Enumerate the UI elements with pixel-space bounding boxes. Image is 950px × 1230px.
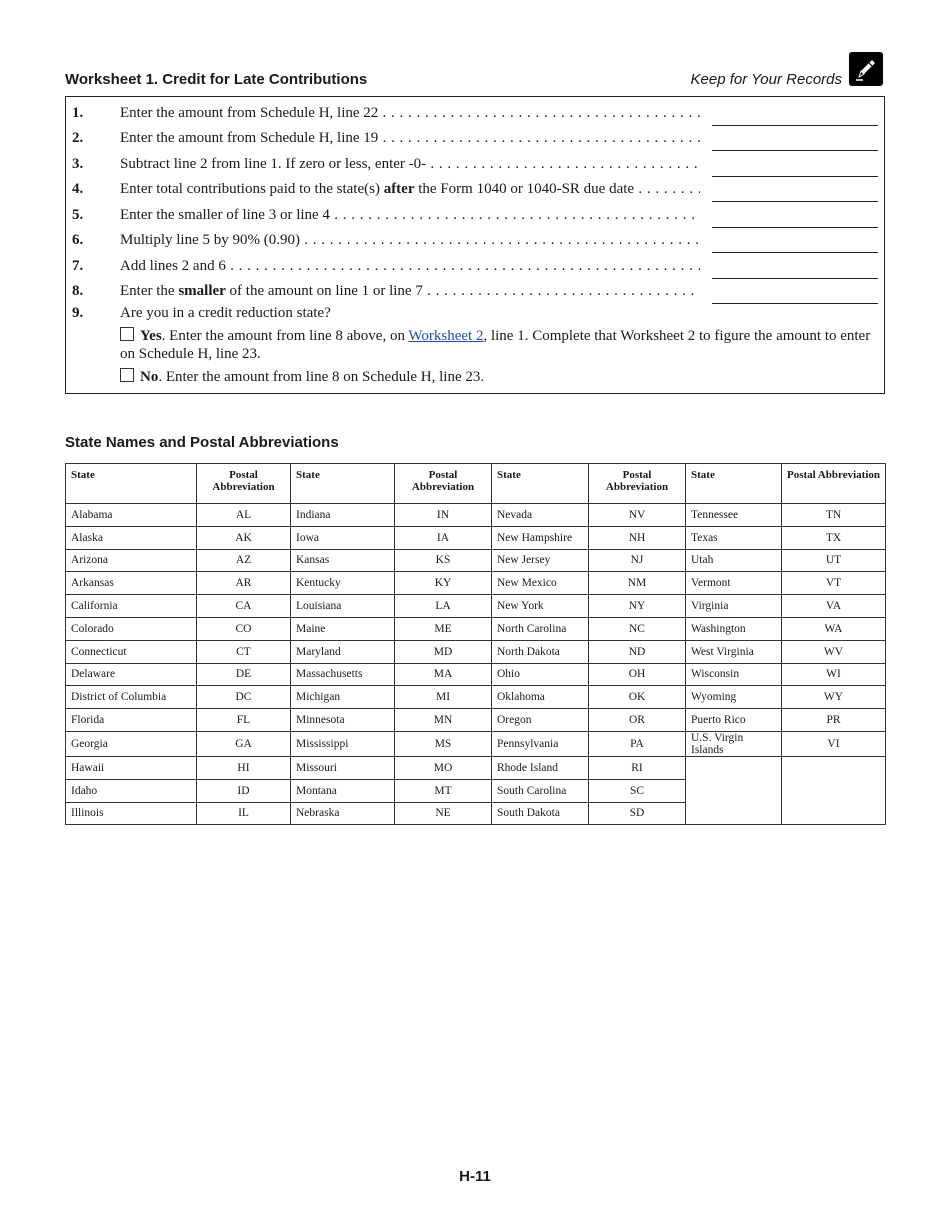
state-table-title: State Names and Postal Abbreviations — [65, 434, 339, 451]
state-name-cell: New Jersey — [492, 549, 589, 572]
state-abbreviation-cell: IA — [395, 526, 492, 549]
state-name-cell: Georgia — [66, 731, 197, 756]
pencil-icon — [849, 52, 883, 86]
state-name-cell: Maine — [291, 617, 395, 640]
state-abbreviation-cell: DC — [197, 686, 291, 709]
state-abbreviation-cell: OH — [589, 663, 686, 686]
state-abbreviation-cell: NJ — [589, 549, 686, 572]
state-name-cell: West Virginia — [686, 640, 782, 663]
state-abbreviation-cell: CA — [197, 595, 291, 618]
state-abbreviation-cell: CT — [197, 640, 291, 663]
line-text: Enter the amount from Schedule H, line 22 . . . — [120, 105, 700, 122]
table-row — [66, 572, 886, 595]
state-name-cell: Texas — [686, 526, 782, 549]
state-name-cell: Minnesota — [291, 709, 395, 732]
state-abbreviation-cell: AK — [197, 526, 291, 549]
line-number: 3. — [72, 156, 84, 172]
table-row — [66, 595, 886, 618]
state-abbreviation-cell: MN — [395, 709, 492, 732]
yes-option: Yes. Enter the amount from line 8 above, on Worksheet 2, line 1. Complete that Worksheet 2 to figure the amount to enter on Schedule H, line 23. — [120, 328, 871, 362]
table-row — [66, 549, 886, 572]
state-name-cell: Rhode Island — [492, 756, 589, 779]
state-name-cell: Idaho — [66, 779, 197, 802]
line-text: Enter the smaller of the amount on line 1 or line 7 . . . — [120, 283, 700, 300]
state-abbreviation-cell: MA — [395, 663, 492, 686]
yes-checkbox[interactable] — [120, 327, 134, 341]
line-text: Multiply line 5 by 90% (0.90) . . . — [120, 232, 700, 249]
line-number: 5. — [72, 207, 84, 223]
state-name-cell: Kansas — [291, 549, 395, 572]
table-row — [66, 756, 886, 779]
state-name-cell: North Carolina — [492, 617, 589, 640]
worksheet-line — [66, 203, 884, 227]
state-name-cell: New York — [492, 595, 589, 618]
state-name-cell: South Dakota — [492, 802, 589, 825]
worksheet-title: Worksheet 1. Credit for Late Contributions — [65, 71, 368, 88]
state-name-cell: Ohio — [492, 663, 589, 686]
worksheet-line — [66, 254, 884, 278]
state-name-cell: Oklahoma — [492, 686, 589, 709]
state-name-cell: New Mexico — [492, 572, 589, 595]
line-text: Add lines 2 and 6 . . . — [120, 258, 700, 275]
empty-cell — [686, 756, 782, 824]
state-abbreviation-cell: UT — [782, 549, 886, 572]
state-name-cell: District of Columbia — [66, 686, 197, 709]
table-row — [66, 709, 886, 732]
state-abbreviation-cell: HI — [197, 756, 291, 779]
keep-for-records-label: Keep for Your Records — [690, 71, 842, 88]
state-name-cell: Nevada — [492, 504, 589, 527]
state-abbreviation-cell: CO — [197, 617, 291, 640]
no-option: No. Enter the amount from line 8 on Schedule H, line 23. — [120, 368, 872, 386]
line-number: 4. — [72, 181, 84, 197]
state-name-cell: Massachusetts — [291, 663, 395, 686]
state-name-cell: Wisconsin — [686, 663, 782, 686]
state-name-cell: Nebraska — [291, 802, 395, 825]
amount-field[interactable] — [712, 303, 878, 304]
state-abbreviation-cell: ND — [589, 640, 686, 663]
state-name-cell: California — [66, 595, 197, 618]
state-abbreviation-cell: SC — [589, 779, 686, 802]
line-number: 9. — [72, 305, 84, 321]
line-text: Subtract line 2 from line 1. If zero or less, enter -0- . . . — [120, 156, 700, 173]
state-abbreviation-cell: ME — [395, 617, 492, 640]
state-abbreviation-cell: KY — [395, 572, 492, 595]
amount-field[interactable] — [712, 201, 878, 202]
state-abbreviation-cell: PR — [782, 709, 886, 732]
abbreviation-column-header: Postal Abbreviation — [197, 464, 291, 504]
state-abbreviation-cell: AL — [197, 504, 291, 527]
state-name-cell: Tennessee — [686, 504, 782, 527]
state-abbreviation-cell: GA — [197, 731, 291, 756]
state-abbreviation-cell: NH — [589, 526, 686, 549]
state-column-header: State — [686, 464, 782, 504]
state-name-cell: Pennsylvania — [492, 731, 589, 756]
state-abbreviation-cell: WV — [782, 640, 886, 663]
state-abbreviation-cell: FL — [197, 709, 291, 732]
state-name-cell: Arkansas — [66, 572, 197, 595]
state-abbreviation-cell: AZ — [197, 549, 291, 572]
state-name-cell: South Carolina — [492, 779, 589, 802]
state-abbreviation-cell: KS — [395, 549, 492, 572]
line-number: 1. — [72, 105, 84, 121]
state-abbreviation-cell: RI — [589, 756, 686, 779]
worksheet-line — [66, 101, 884, 125]
state-abbreviation-cell: TX — [782, 526, 886, 549]
abbreviation-column-header: Postal Abbreviation — [782, 464, 886, 504]
state-abbreviation-cell: AR — [197, 572, 291, 595]
state-name-cell: Washington — [686, 617, 782, 640]
amount-field[interactable] — [712, 150, 878, 151]
state-name-cell: U.S. Virgin Islands — [686, 731, 782, 756]
line-number: 7. — [72, 258, 84, 274]
state-name-cell: Puerto Rico — [686, 709, 782, 732]
state-name-cell: New Hampshire — [492, 526, 589, 549]
state-abbreviation-cell: OK — [589, 686, 686, 709]
state-abbreviation-cell: MS — [395, 731, 492, 756]
state-abbreviation-cell: IN — [395, 504, 492, 527]
table-row — [66, 686, 886, 709]
line-text: Enter the amount from Schedule H, line 19 . . . — [120, 130, 700, 147]
state-abbreviation-cell: WI — [782, 663, 886, 686]
state-name-cell: Vermont — [686, 572, 782, 595]
state-name-cell: Mississippi — [291, 731, 395, 756]
state-abbreviation-cell: MI — [395, 686, 492, 709]
state-column-header: State — [291, 464, 395, 504]
table-row — [66, 617, 886, 640]
state-abbreviation-cell: WA — [782, 617, 886, 640]
worksheet-2-link[interactable]: Worksheet 2 — [408, 328, 484, 344]
state-name-cell: Illinois — [66, 802, 197, 825]
state-abbreviation-cell: MD — [395, 640, 492, 663]
worksheet-line — [66, 126, 884, 150]
state-abbreviation-cell: NE — [395, 802, 492, 825]
state-abbreviation-cell: PA — [589, 731, 686, 756]
empty-cell — [782, 756, 886, 824]
worksheet-line — [66, 152, 884, 176]
state-abbreviation-cell: VA — [782, 595, 886, 618]
state-name-cell: Virginia — [686, 595, 782, 618]
state-name-cell: Louisiana — [291, 595, 395, 618]
state-abbreviation-cell: WY — [782, 686, 886, 709]
state-abbreviation-cell: TN — [782, 504, 886, 527]
state-abbreviation-cell: VT — [782, 572, 886, 595]
state-name-cell: Iowa — [291, 526, 395, 549]
amount-field[interactable] — [712, 252, 878, 253]
line-number: 8. — [72, 283, 84, 299]
state-abbreviation-cell: LA — [395, 595, 492, 618]
line-number: 6. — [72, 232, 84, 248]
line-text: Enter total contributions paid to the state(s) after the Form 1040 or 1040-SR due date . . . — [120, 181, 700, 198]
state-abbreviation-cell: IL — [197, 802, 291, 825]
page-number: H-11 — [459, 1168, 491, 1185]
state-name-cell: Michigan — [291, 686, 395, 709]
line-text: Enter the smaller of line 3 or line 4 . . . — [120, 207, 700, 224]
state-abbreviation-cell: NY — [589, 595, 686, 618]
state-name-cell: Missouri — [291, 756, 395, 779]
worksheet-header — [65, 52, 885, 92]
abbreviation-column-header: Postal Abbreviation — [395, 464, 492, 504]
table-row — [66, 640, 886, 663]
state-name-cell: Alaska — [66, 526, 197, 549]
state-name-cell: Connecticut — [66, 640, 197, 663]
table-row — [66, 526, 886, 549]
state-name-cell: Florida — [66, 709, 197, 732]
state-column-header: State — [492, 464, 589, 504]
state-name-cell: Oregon — [492, 709, 589, 732]
state-abbreviation-cell: VI — [782, 731, 886, 756]
abbreviation-column-header: Postal Abbreviation — [589, 464, 686, 504]
state-abbreviation-cell: MO — [395, 756, 492, 779]
state-abbreviation-cell: ID — [197, 779, 291, 802]
state-abbreviation-cell: MT — [395, 779, 492, 802]
state-abbreviation-cell: NM — [589, 572, 686, 595]
table-row — [66, 504, 886, 527]
state-name-cell: Utah — [686, 549, 782, 572]
state-name-cell: Wyoming — [686, 686, 782, 709]
worksheet-line — [66, 228, 884, 252]
state-name-cell: Delaware — [66, 663, 197, 686]
state-abbreviation-cell: NV — [589, 504, 686, 527]
table-header-row — [66, 464, 886, 504]
state-abbreviation-cell: NC — [589, 617, 686, 640]
state-abbreviation-cell: DE — [197, 663, 291, 686]
state-name-cell: Kentucky — [291, 572, 395, 595]
no-checkbox[interactable] — [120, 368, 134, 382]
state-name-cell: Colorado — [66, 617, 197, 640]
state-name-cell: Arizona — [66, 549, 197, 572]
state-name-cell: Hawaii — [66, 756, 197, 779]
worksheet-line — [66, 177, 884, 201]
state-abbreviation-cell: OR — [589, 709, 686, 732]
table-row — [66, 663, 886, 686]
state-name-cell: Alabama — [66, 504, 197, 527]
credit-reduction-question: Are you in a credit reduction state? — [120, 305, 331, 321]
line-number: 2. — [72, 130, 84, 146]
state-column-header: State — [66, 464, 197, 504]
table-row — [66, 731, 886, 756]
state-abbreviation-table — [65, 463, 886, 825]
state-abbreviation-cell: SD — [589, 802, 686, 825]
worksheet-line — [66, 279, 884, 303]
worksheet-box — [65, 96, 885, 394]
state-name-cell: Montana — [291, 779, 395, 802]
state-name-cell: Indiana — [291, 504, 395, 527]
state-name-cell: Maryland — [291, 640, 395, 663]
state-name-cell: North Dakota — [492, 640, 589, 663]
